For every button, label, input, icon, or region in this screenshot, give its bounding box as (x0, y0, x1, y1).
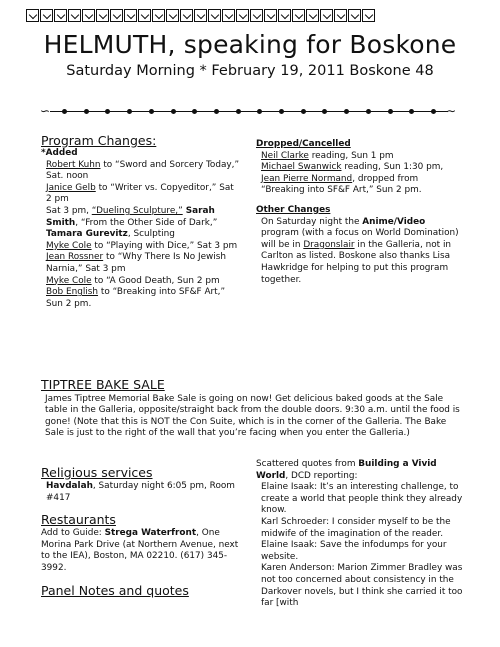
checkbox-ornament-icon (236, 9, 249, 22)
checkbox-ornament-icon (54, 9, 67, 22)
checkbox-ornament-icon (96, 9, 109, 22)
checkbox-ornament-icon (40, 9, 53, 22)
checkbox-ornament-icon (152, 9, 165, 22)
checkbox-ornament-icon (292, 9, 305, 22)
bake-sale-body: James Tiptree Memorial Bake Sale is going on now! Get delicious baked goods at the Sale table in the Galleria, opposite/straight back from the double doors. 9:30 a.m. until the food is gone! (Note that this is NOT the Con Suite, which is in the corner of the Galleria. The Bake Sale is just to the right of the wall that you’re facing when you enter the Galleria.) (45, 394, 460, 439)
checkbox-ornament-icon (250, 9, 263, 22)
checkbox-ornament-icon (180, 9, 193, 22)
list-item: Neil Clarke reading, Sun 1 pm (261, 150, 394, 161)
added-label: *Added (41, 148, 78, 158)
list-item: Myke Cole to “Playing with Dice,” Sat 3 pm (46, 240, 238, 251)
other-changes-heading: Other Changes (256, 204, 331, 215)
checkbox-ornament-icon (194, 9, 207, 22)
list-item: Myke Cole to “A Good Death, Sun 2 pm (46, 275, 220, 286)
quote-item: Karen Anderson: Marion Zimmer Bradley was not too concerned about consistency in the Darkover novels, but I think she carried it too far [with (261, 563, 463, 609)
checkbox-ornament-icon (278, 9, 291, 22)
services-section (41, 465, 241, 599)
checkbox-ornament-icon (138, 9, 151, 22)
list-item: Michael Swanwick reading, Sun 1:30 pm, (261, 162, 444, 173)
list-item: Jean Rossner to “Why There Is No Jewish Narnia,” Sat 3 pm (46, 252, 227, 274)
checkbox-ornament-icon (82, 9, 95, 22)
decorative-border-banner (26, 9, 376, 23)
religious-body: Havdalah, Saturday night 6:05 pm, Room #417 (46, 481, 235, 503)
list-item: Sat 3 pm, “Dueling Sculpture,” Sarah Smith, “From the Other Side of Dark,” Tamara Gurevitz, Sculpting (46, 205, 218, 240)
checkbox-ornament-icon (68, 9, 81, 22)
checkbox-ornament-icon (166, 9, 179, 22)
newsletter-subtitle: Saturday Morning * February 19, 2011 Boskone 48 (66, 63, 434, 79)
checkbox-ornament-icon (334, 9, 347, 22)
program-changes-section (41, 133, 241, 310)
checkbox-ornament-icon (362, 9, 375, 22)
checkbox-ornament-icon (306, 9, 319, 22)
restaurants-body: Add to Guide: Strega Waterfront, One Morina Park Drive (at Northern Avenue, next to the IEA), Boston, MA 02210. (617) 345-3992. (41, 528, 239, 573)
checkbox-ornament-icon (124, 9, 137, 22)
quote-item: Elaine Isaak: Save the infodumps for your website. (261, 540, 447, 562)
quote-item: Karl Schroeder: I consider myself to be the midwife of the imagination of the reader. (261, 516, 451, 539)
checkbox-ornament-icon (348, 9, 361, 22)
list-item: Janice Gelb to “Writer vs. Copyeditor,” Sat 2 pm (46, 182, 234, 205)
checkbox-ornament-icon (320, 9, 333, 22)
checkbox-ornament-icon (26, 9, 39, 22)
bake-sale-section (41, 377, 461, 440)
bake-sale-heading: TIPTREE BAKE SALE (41, 377, 165, 392)
list-item: Bob English to “Breaking into SF&F Art,” Sun 2 pm. (46, 287, 226, 309)
restaurants-heading: Restaurants (41, 512, 116, 528)
religious-heading: Religious services (41, 465, 153, 480)
checkbox-ornament-icon (208, 9, 221, 22)
quotes-intro: Scattered quotes from Building a Vivid World, DCD reporting: (256, 459, 437, 481)
checkbox-ornament-icon (264, 9, 277, 22)
checkbox-ornament-icon (222, 9, 235, 22)
scroll-ornament-icon: ∼ (446, 104, 457, 118)
divider-dots (62, 107, 436, 114)
newsletter-title: HELMUTH, speaking for Boskone (43, 30, 457, 59)
other-changes-body: On Saturday night the Anime/Video program (with a focus on World Domination) will be in Dragonslair in the Galleria, not in Carlton as listed. Boskone also thanks Lisa Hawkridge for helping to put this program together. (261, 216, 459, 285)
scroll-ornament-icon: ∽ (40, 104, 51, 118)
quotes-section (256, 459, 466, 610)
dropped-heading: Dropped/Cancelled (256, 139, 351, 149)
ornamental-divider (40, 105, 458, 117)
checkbox-ornament-icon (110, 9, 123, 22)
list-item: Robert Kuhn to “Sword and Sorcery Today,” Sat. noon (46, 159, 240, 182)
panel-notes-heading: Panel Notes and quotes (41, 582, 189, 598)
program-changes-heading: Program Changes: (41, 133, 157, 148)
quote-item: Elaine Isaak: It’s an interesting challenge, to create a world that people think they already know. (261, 482, 463, 516)
dropped-other-section (256, 139, 461, 286)
list-item: Jean Pierre Normand, dropped from “Breaking into SF&F Art,” Sun 2 pm. (261, 173, 422, 196)
